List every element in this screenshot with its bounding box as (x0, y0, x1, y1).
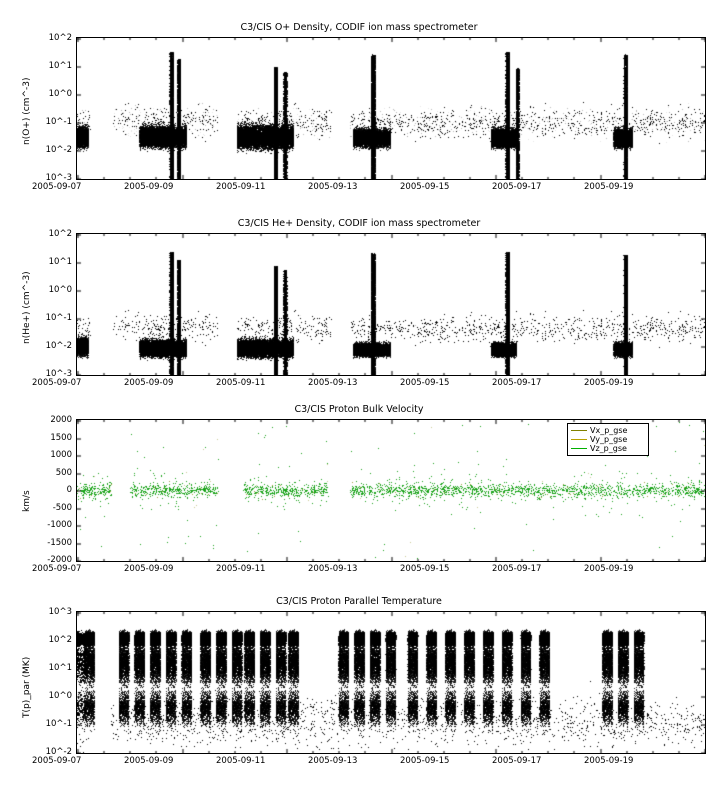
y-tick-label: 0 (66, 485, 72, 495)
panel-proton-velocity (0, 392, 718, 592)
y-tick-label: 10^3 (48, 607, 72, 617)
x-tick-label: 2005-09-09 (124, 756, 174, 766)
y-axis-label: n(O+) (cm^-3) (22, 77, 32, 145)
plot-area (76, 611, 706, 754)
legend-label-vx: Vx_p_gse (590, 426, 628, 435)
x-tick-label: 2005-09-19 (584, 564, 634, 574)
y-tick-label: 10^-2 (45, 341, 72, 351)
x-tick-label: 2005-09-13 (308, 564, 358, 574)
y-tick-label: 10^1 (48, 257, 72, 267)
x-tick-label: 2005-09-11 (216, 756, 266, 766)
x-tick-label: 2005-09-13 (308, 756, 358, 766)
x-tick-label: 2005-09-15 (400, 756, 450, 766)
x-tick-label: 2005-09-15 (400, 378, 450, 388)
y-tick-label: -1000 (47, 520, 72, 530)
x-tick-label: 2005-09-17 (492, 182, 542, 192)
legend-entry (571, 444, 645, 453)
panel-he-density (0, 196, 718, 396)
legend-label-vz: Vz_p_gse (590, 444, 627, 453)
y-tick-label: 10^-1 (45, 719, 72, 729)
y-tick-label: 1500 (50, 433, 72, 443)
y-tick-label: 10^1 (48, 663, 72, 673)
x-tick-label: 2005-09-07 (32, 564, 82, 574)
panel-proton-temperature (0, 588, 718, 798)
x-tick-label: 2005-09-15 (400, 182, 450, 192)
x-tick-label: 2005-09-13 (308, 182, 358, 192)
x-tick-label: 2005-09-19 (584, 756, 634, 766)
data-layer (77, 234, 705, 375)
legend (567, 423, 649, 456)
panel-title: C3/CIS He+ Density, CODIF ion mass spectrometer (237, 218, 481, 229)
panel-title: C3/CIS O+ Density, CODIF ion mass spectrometer (240, 22, 478, 33)
legend-label-vy: Vy_p_gse (590, 435, 628, 444)
x-tick-label: 2005-09-17 (492, 756, 542, 766)
x-tick-label: 2005-09-09 (124, 378, 174, 388)
x-tick-label: 2005-09-13 (308, 378, 358, 388)
y-tick-label: 500 (55, 468, 72, 478)
plot-area (76, 233, 706, 376)
y-tick-label: -500 (52, 503, 72, 513)
y-tick-label: 10^2 (48, 635, 72, 645)
x-tick-label: 2005-09-09 (124, 182, 174, 192)
y-tick-label: 10^-3 (45, 369, 72, 379)
panel-title: C3/CIS Proton Parallel Temperature (276, 596, 442, 607)
y-tick-label: 10^-1 (45, 313, 72, 323)
x-tick-label: 2005-09-07 (32, 378, 82, 388)
x-tick-label: 2005-09-17 (492, 378, 542, 388)
y-tick-label: 10^-2 (45, 747, 72, 757)
legend-entry (571, 426, 645, 435)
data-layer (77, 38, 705, 179)
legend-entry (571, 435, 645, 444)
x-tick-label: 2005-09-19 (584, 182, 634, 192)
legend-swatch-vz (571, 448, 587, 449)
y-tick-label: -2000 (47, 555, 72, 565)
panel-title: C3/CIS Proton Bulk Velocity (294, 404, 424, 415)
y-axis-label: T(p)_par (MK) (22, 656, 32, 718)
y-tick-label: 10^-3 (45, 173, 72, 183)
x-tick-label: 2005-09-07 (32, 756, 82, 766)
y-tick-label: 10^0 (48, 691, 72, 701)
y-axis-label: n(He+) (cm^-3) (22, 271, 32, 344)
data-layer (77, 612, 705, 753)
y-tick-label: -1500 (47, 538, 72, 548)
y-axis-label: km/s (22, 490, 32, 512)
x-tick-label: 2005-09-07 (32, 182, 82, 192)
panel-o-density (0, 0, 718, 200)
x-tick-label: 2005-09-11 (216, 378, 266, 388)
x-tick-label: 2005-09-09 (124, 564, 174, 574)
plot-area (76, 37, 706, 180)
y-tick-label: 10^-2 (45, 145, 72, 155)
y-tick-label: 10^2 (48, 229, 72, 239)
y-tick-label: 10^-1 (45, 117, 72, 127)
legend-swatch-vy (571, 439, 587, 440)
y-tick-label: 10^2 (48, 33, 72, 43)
x-tick-label: 2005-09-15 (400, 564, 450, 574)
y-tick-label: 10^0 (48, 285, 72, 295)
y-tick-label: 1000 (50, 450, 72, 460)
legend-swatch-vx (571, 430, 587, 431)
x-tick-label: 2005-09-19 (584, 378, 634, 388)
x-tick-label: 2005-09-17 (492, 564, 542, 574)
x-tick-label: 2005-09-11 (216, 564, 266, 574)
y-tick-label: 2000 (50, 415, 72, 425)
x-tick-label: 2005-09-11 (216, 182, 266, 192)
y-tick-label: 10^1 (48, 61, 72, 71)
y-tick-label: 10^0 (48, 89, 72, 99)
